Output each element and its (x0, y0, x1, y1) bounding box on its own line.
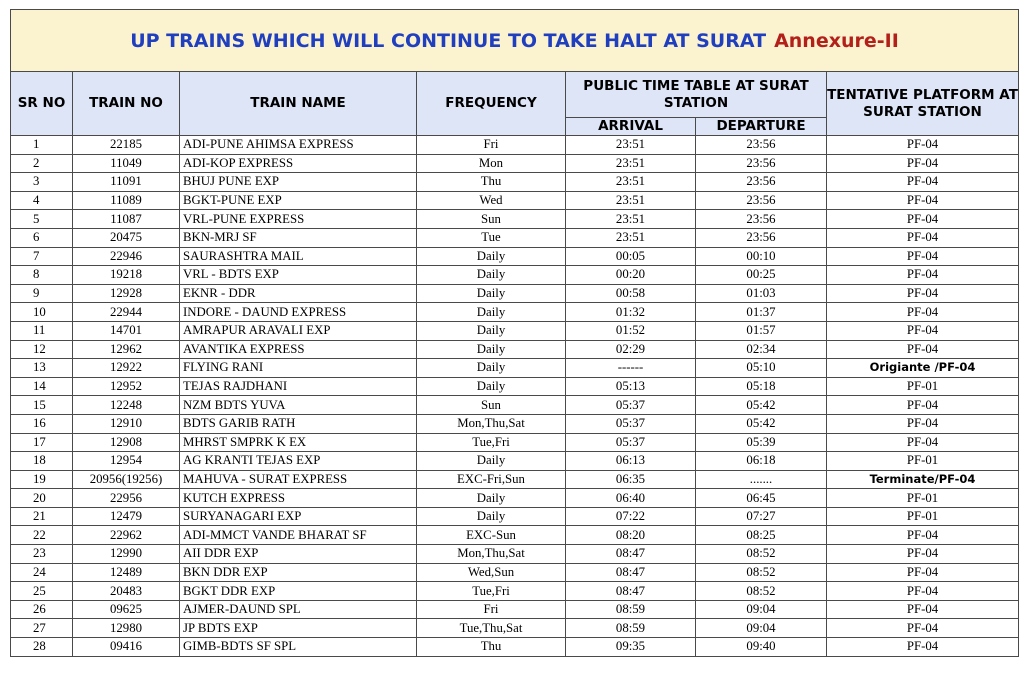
departure-cell: 05:42 (696, 414, 827, 433)
train-name-cell: MAHUVA - SURAT EXPRESS (180, 470, 417, 489)
train-no-cell: 12962 (73, 340, 180, 359)
table-row (11, 136, 1019, 155)
sr-no-cell: 26 (11, 600, 73, 619)
train-no-cell: 22956 (73, 489, 180, 508)
train-name-cell: BGKT-PUNE EXP (180, 191, 417, 210)
table-row (11, 545, 1019, 564)
table-row (11, 600, 1019, 619)
platform-cell: PF-04 (827, 191, 1019, 210)
table-body (11, 136, 1019, 657)
frequency-cell: Daily (417, 377, 566, 396)
platform-cell: PF-04 (827, 321, 1019, 340)
frequency-cell: Tue,Thu,Sat (417, 619, 566, 638)
platform-cell: PF-04 (827, 563, 1019, 582)
sr-no-cell: 2 (11, 154, 73, 173)
arrival-cell: 00:20 (566, 266, 696, 285)
arrival-cell: 00:05 (566, 247, 696, 266)
train-no-cell: 22962 (73, 526, 180, 545)
platform-cell: PF-04 (827, 600, 1019, 619)
platform-cell: PF-04 (827, 210, 1019, 229)
platform-cell: PF-04 (827, 266, 1019, 285)
sr-no-cell: 11 (11, 321, 73, 340)
train-no-cell: 11091 (73, 173, 180, 192)
page-title: UP TRAINS WHICH WILL CONTINUE TO TAKE HALT AT SURAT (130, 29, 767, 52)
table-row (11, 247, 1019, 266)
table-row (11, 563, 1019, 582)
table-row (11, 414, 1019, 433)
sr-no-cell: 13 (11, 359, 73, 378)
sr-no-cell: 8 (11, 266, 73, 285)
departure-cell: 09:04 (696, 600, 827, 619)
departure-cell: 06:45 (696, 489, 827, 508)
platform-cell: PF-04 (827, 433, 1019, 452)
platform-cell: PF-04 (827, 136, 1019, 155)
sr-no-cell: 27 (11, 619, 73, 638)
departure-cell: 06:18 (696, 452, 827, 471)
departure-cell: 23:56 (696, 210, 827, 229)
frequency-cell: Daily (417, 359, 566, 378)
frequency-cell: Mon,Thu,Sat (417, 545, 566, 564)
arrival-cell: 23:51 (566, 154, 696, 173)
header-arrival: ARRIVAL (566, 118, 696, 136)
train-no-cell: 22185 (73, 136, 180, 155)
sr-no-cell: 9 (11, 284, 73, 303)
arrival-cell: 05:13 (566, 377, 696, 396)
departure-cell: 23:56 (696, 136, 827, 155)
frequency-cell: Tue (417, 228, 566, 247)
frequency-cell: Daily (417, 284, 566, 303)
departure-cell: 08:52 (696, 582, 827, 601)
arrival-cell: 02:29 (566, 340, 696, 359)
train-name-cell: VRL-PUNE EXPRESS (180, 210, 417, 229)
table-row (11, 582, 1019, 601)
train-name-cell: KUTCH EXPRESS (180, 489, 417, 508)
train-no-cell: 11087 (73, 210, 180, 229)
departure-cell: ....... (696, 470, 827, 489)
departure-cell: 01:03 (696, 284, 827, 303)
train-no-cell: 12980 (73, 619, 180, 638)
platform-cell: PF-04 (827, 414, 1019, 433)
train-name-cell: ADI-MMCT VANDE BHARAT SF (180, 526, 417, 545)
arrival-cell: 08:20 (566, 526, 696, 545)
departure-cell: 01:57 (696, 321, 827, 340)
frequency-cell: Sun (417, 210, 566, 229)
platform-cell: PF-04 (827, 173, 1019, 192)
departure-cell: 01:37 (696, 303, 827, 322)
table-row (11, 154, 1019, 173)
sr-no-cell: 15 (11, 396, 73, 415)
arrival-cell: 08:59 (566, 600, 696, 619)
train-name-cell: BHUJ PUNE EXP (180, 173, 417, 192)
departure-cell: 23:56 (696, 154, 827, 173)
header-sr-no: SR NO (11, 72, 73, 136)
sr-no-cell: 25 (11, 582, 73, 601)
train-name-cell: AII DDR EXP (180, 545, 417, 564)
train-name-cell: BKN DDR EXP (180, 563, 417, 582)
train-name-cell: BDTS GARIB RATH (180, 414, 417, 433)
platform-cell: PF-04 (827, 526, 1019, 545)
platform-cell: PF-04 (827, 303, 1019, 322)
frequency-cell: Wed (417, 191, 566, 210)
train-no-cell: 12910 (73, 414, 180, 433)
sr-no-cell: 12 (11, 340, 73, 359)
table-row (11, 173, 1019, 192)
arrival-cell: 01:52 (566, 321, 696, 340)
frequency-cell: Daily (417, 340, 566, 359)
departure-cell: 08:52 (696, 563, 827, 582)
sr-no-cell: 3 (11, 173, 73, 192)
sr-no-cell: 24 (11, 563, 73, 582)
frequency-cell: Tue,Fri (417, 582, 566, 601)
train-name-cell: INDORE - DAUND EXPRESS (180, 303, 417, 322)
frequency-cell: Daily (417, 303, 566, 322)
header-train-name: TRAIN NAME (180, 72, 417, 136)
train-no-cell: 20956(19256) (73, 470, 180, 489)
train-name-cell: ADI-KOP EXPRESS (180, 154, 417, 173)
sr-no-cell: 17 (11, 433, 73, 452)
arrival-cell: 23:51 (566, 191, 696, 210)
table-row (11, 191, 1019, 210)
table-row (11, 321, 1019, 340)
frequency-cell: Daily (417, 266, 566, 285)
platform-cell: PF-04 (827, 619, 1019, 638)
table-row (11, 210, 1019, 229)
departure-cell: 02:34 (696, 340, 827, 359)
frequency-cell: Daily (417, 247, 566, 266)
header-platform: TENTATIVE PLATFORM AT SURAT STATION (827, 72, 1019, 136)
departure-cell: 05:42 (696, 396, 827, 415)
frequency-cell: Daily (417, 489, 566, 508)
sr-no-cell: 28 (11, 638, 73, 657)
platform-cell: PF-04 (827, 284, 1019, 303)
departure-cell: 23:56 (696, 173, 827, 192)
train-no-cell: 20475 (73, 228, 180, 247)
departure-cell: 23:56 (696, 228, 827, 247)
title-banner (11, 10, 1019, 72)
departure-cell: 08:52 (696, 545, 827, 564)
arrival-cell: 01:32 (566, 303, 696, 322)
train-name-cell: AMRAPUR ARAVALI EXP (180, 321, 417, 340)
arrival-cell: 06:40 (566, 489, 696, 508)
train-name-cell: EKNR - DDR (180, 284, 417, 303)
train-no-cell: 11049 (73, 154, 180, 173)
train-name-cell: AJMER-DAUND SPL (180, 600, 417, 619)
train-name-cell: JP BDTS EXP (180, 619, 417, 638)
train-name-cell: VRL - BDTS EXP (180, 266, 417, 285)
sr-no-cell: 16 (11, 414, 73, 433)
train-no-cell: 12922 (73, 359, 180, 378)
frequency-cell: EXC-Fri,Sun (417, 470, 566, 489)
train-no-cell: 12928 (73, 284, 180, 303)
table-row (11, 507, 1019, 526)
departure-cell: 09:40 (696, 638, 827, 657)
platform-cell: PF-01 (827, 507, 1019, 526)
frequency-cell: Daily (417, 321, 566, 340)
table-row (11, 284, 1019, 303)
train-no-cell: 19218 (73, 266, 180, 285)
train-name-cell: NZM BDTS YUVA (180, 396, 417, 415)
table-row (11, 266, 1019, 285)
table-row (11, 377, 1019, 396)
train-no-cell: 12990 (73, 545, 180, 564)
sr-no-cell: 4 (11, 191, 73, 210)
frequency-cell: Thu (417, 173, 566, 192)
train-no-cell: 09416 (73, 638, 180, 657)
platform-cell: PF-01 (827, 377, 1019, 396)
train-no-cell: 12952 (73, 377, 180, 396)
header-timetable: PUBLIC TIME TABLE AT SURAT STATION (566, 72, 827, 118)
arrival-cell: 23:51 (566, 228, 696, 247)
platform-cell: PF-04 (827, 545, 1019, 564)
departure-cell: 07:27 (696, 507, 827, 526)
frequency-cell: Thu (417, 638, 566, 657)
train-name-cell: ADI-PUNE AHIMSA EXPRESS (180, 136, 417, 155)
arrival-cell: 06:35 (566, 470, 696, 489)
departure-cell: 00:25 (696, 266, 827, 285)
train-no-cell: 11089 (73, 191, 180, 210)
departure-cell: 23:56 (696, 191, 827, 210)
arrival-cell: 23:51 (566, 136, 696, 155)
departure-cell: 05:18 (696, 377, 827, 396)
departure-cell: 08:25 (696, 526, 827, 545)
arrival-cell: 07:22 (566, 507, 696, 526)
sr-no-cell: 6 (11, 228, 73, 247)
arrival-cell: 08:47 (566, 545, 696, 564)
sr-no-cell: 21 (11, 507, 73, 526)
platform-cell: PF-04 (827, 340, 1019, 359)
frequency-cell: Mon,Thu,Sat (417, 414, 566, 433)
train-no-cell: 12248 (73, 396, 180, 415)
platform-cell: PF-04 (827, 228, 1019, 247)
platform-cell: PF-01 (827, 452, 1019, 471)
header-train-no: TRAIN NO (73, 72, 180, 136)
sr-no-cell: 10 (11, 303, 73, 322)
sr-no-cell: 19 (11, 470, 73, 489)
frequency-cell: Wed,Sun (417, 563, 566, 582)
arrival-cell: 05:37 (566, 414, 696, 433)
table-row (11, 638, 1019, 657)
table-row (11, 433, 1019, 452)
train-no-cell: 12954 (73, 452, 180, 471)
frequency-cell: Mon (417, 154, 566, 173)
train-name-cell: BGKT DDR EXP (180, 582, 417, 601)
train-no-cell: 22944 (73, 303, 180, 322)
arrival-cell: 08:47 (566, 582, 696, 601)
platform-cell: PF-04 (827, 154, 1019, 173)
table-row (11, 396, 1019, 415)
sr-no-cell: 20 (11, 489, 73, 508)
arrival-cell: ------ (566, 359, 696, 378)
frequency-cell: EXC-Sun (417, 526, 566, 545)
table-row (11, 340, 1019, 359)
sr-no-cell: 18 (11, 452, 73, 471)
frequency-cell: Daily (417, 452, 566, 471)
table-row (11, 359, 1019, 378)
frequency-cell: Sun (417, 396, 566, 415)
header-departure: DEPARTURE (696, 118, 827, 136)
train-no-cell: 22946 (73, 247, 180, 266)
sr-no-cell: 5 (11, 210, 73, 229)
sr-no-cell: 1 (11, 136, 73, 155)
table-row (11, 470, 1019, 489)
platform-cell: PF-04 (827, 396, 1019, 415)
train-name-cell: MHRST SMPRK K EX (180, 433, 417, 452)
arrival-cell: 06:13 (566, 452, 696, 471)
train-no-cell: 14701 (73, 321, 180, 340)
train-halt-table (10, 9, 1019, 657)
arrival-cell: 23:51 (566, 173, 696, 192)
train-name-cell: AG KRANTI TEJAS EXP (180, 452, 417, 471)
arrival-cell: 00:58 (566, 284, 696, 303)
departure-cell: 05:10 (696, 359, 827, 378)
platform-cell: PF-01 (827, 489, 1019, 508)
table-row (11, 526, 1019, 545)
arrival-cell: 23:51 (566, 210, 696, 229)
platform-cell: PF-04 (827, 582, 1019, 601)
frequency-cell: Fri (417, 600, 566, 619)
table-row (11, 303, 1019, 322)
train-name-cell: SAURASHTRA MAIL (180, 247, 417, 266)
train-name-cell: TEJAS RAJDHANI (180, 377, 417, 396)
platform-cell: Terminate/PF-04 (827, 470, 1019, 489)
arrival-cell: 05:37 (566, 433, 696, 452)
frequency-cell: Tue,Fri (417, 433, 566, 452)
table-row (11, 619, 1019, 638)
train-no-cell: 12908 (73, 433, 180, 452)
train-name-cell: FLYING RANI (180, 359, 417, 378)
frequency-cell: Daily (417, 507, 566, 526)
sr-no-cell: 14 (11, 377, 73, 396)
train-name-cell: AVANTIKA EXPRESS (180, 340, 417, 359)
train-name-cell: GIMB-BDTS SF SPL (180, 638, 417, 657)
train-name-cell: BKN-MRJ SF (180, 228, 417, 247)
header-frequency: FREQUENCY (417, 72, 566, 136)
train-no-cell: 09625 (73, 600, 180, 619)
train-no-cell: 12489 (73, 563, 180, 582)
departure-cell: 05:39 (696, 433, 827, 452)
sr-no-cell: 7 (11, 247, 73, 266)
arrival-cell: 08:47 (566, 563, 696, 582)
platform-cell: PF-04 (827, 638, 1019, 657)
annexure-label: Annexure-II (774, 29, 899, 52)
sr-no-cell: 22 (11, 526, 73, 545)
platform-cell: PF-04 (827, 247, 1019, 266)
platform-cell: Origiante /PF-04 (827, 359, 1019, 378)
arrival-cell: 05:37 (566, 396, 696, 415)
table-row (11, 489, 1019, 508)
table-row (11, 452, 1019, 471)
arrival-cell: 09:35 (566, 638, 696, 657)
table-row (11, 228, 1019, 247)
departure-cell: 00:10 (696, 247, 827, 266)
train-no-cell: 12479 (73, 507, 180, 526)
departure-cell: 09:04 (696, 619, 827, 638)
frequency-cell: Fri (417, 136, 566, 155)
train-no-cell: 20483 (73, 582, 180, 601)
arrival-cell: 08:59 (566, 619, 696, 638)
train-name-cell: SURYANAGARI EXP (180, 507, 417, 526)
sr-no-cell: 23 (11, 545, 73, 564)
